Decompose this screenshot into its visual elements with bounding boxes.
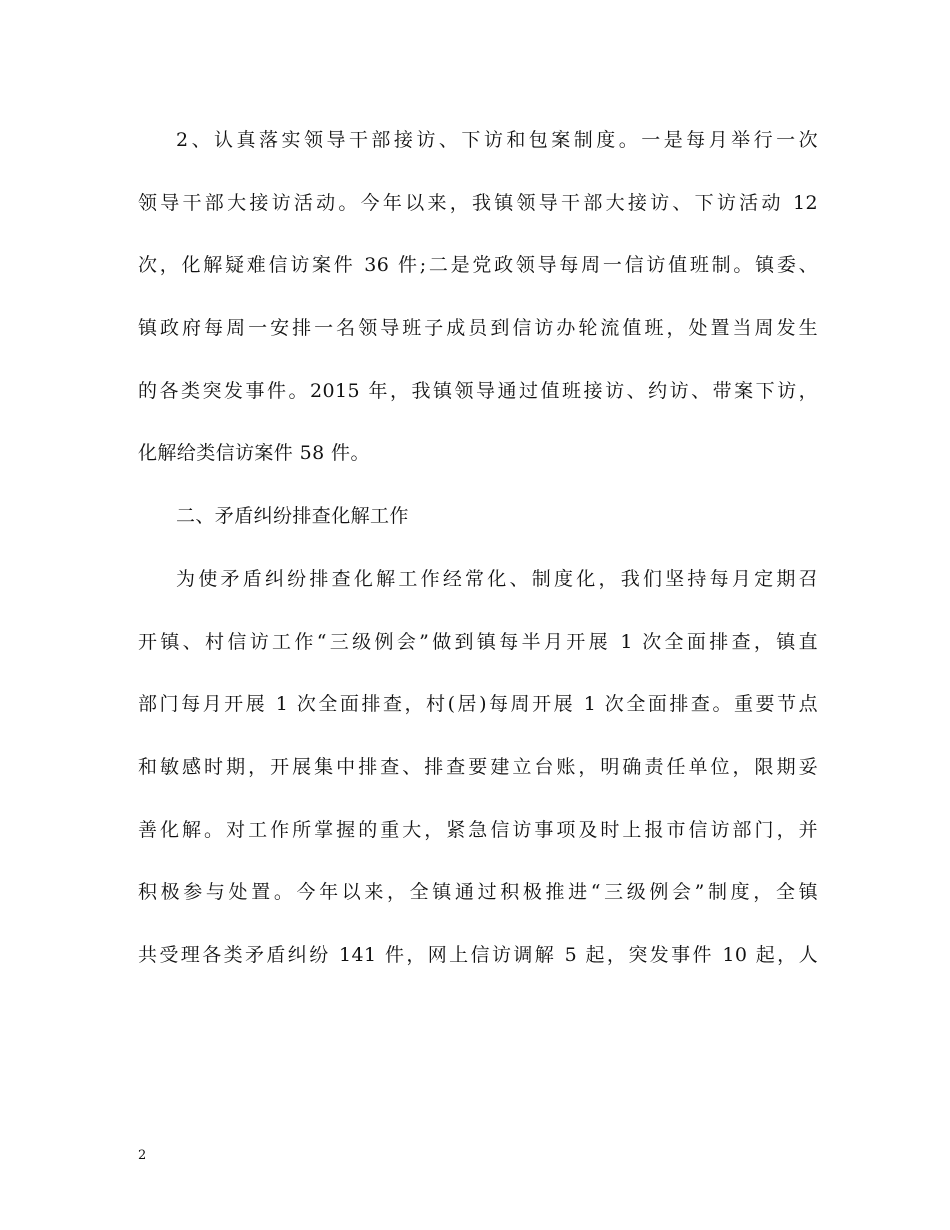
paragraph-line: 和敏感时期，开展集中排查、排查要建立台账，明确责任单位，限期妥 [138, 755, 818, 778]
paragraph-line: 镇政府每周一安排一名领导班子成员到信访办轮流值班，处置当周发生 [138, 317, 818, 340]
paragraph-line: 的各类突发事件。2015 年，我镇领导通过值班接访、约访、带案下访， [138, 379, 818, 402]
paragraph-line: 次，化解疑难信访案件 36 件;二是党政领导每周一信访值班制。镇委、 [138, 254, 818, 277]
paragraph-line: 积极参与处置。今年以来，全镇通过积极推进“三级例会”制度，全镇 [138, 881, 818, 904]
paragraph-line: 部门每月开展 1 次全面排查，村(居)每周开展 1 次全面排查。重要节点 [138, 693, 818, 716]
paragraph-line: 2、认真落实领导干部接访、下访和包案制度。一是每月举行一次 [176, 129, 818, 151]
paragraph-line: 化解给类信访案件 58 件。 [138, 442, 370, 465]
body-text [138, 120, 818, 998]
paragraph-line: 开镇、村信访工作“三级例会”做到镇每半月开展 1 次全面排查，镇直 [138, 630, 818, 653]
page-number: 2 [138, 1148, 147, 1163]
section-heading: 二、矛盾纠纷排查化解工作 [176, 505, 409, 528]
paragraph-line: 善化解。对工作所掌握的重大，紧急信访事项及时上报市信访部门，并 [138, 818, 818, 841]
paragraph-line: 领导干部大接访活动。今年以来，我镇领导干部大接访、下访活动 12 [138, 191, 818, 214]
paragraph-line: 为使矛盾纠纷排查化解工作经常化、制度化，我们坚持每月定期召 [176, 567, 818, 590]
paragraph-line: 共受理各类矛盾纠纷 141 件，网上信访调解 5 起，突发事件 10 起，人 [138, 943, 818, 966]
